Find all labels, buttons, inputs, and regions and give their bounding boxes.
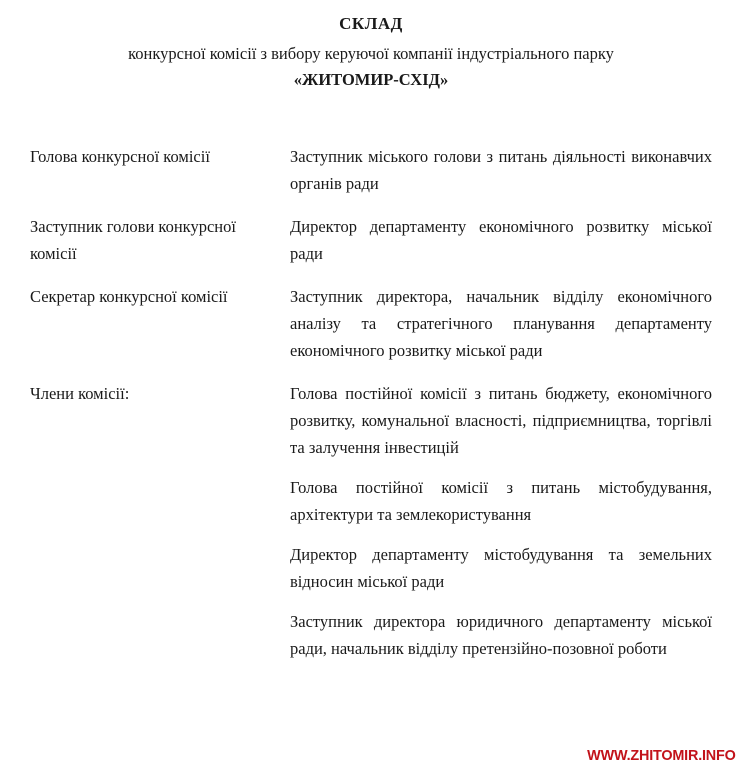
table-row	[30, 380, 712, 662]
role-descriptions	[290, 143, 712, 197]
commission-table	[30, 143, 712, 662]
description-paragraph: Голова постійної комісії з питань бюджету, економічного розвитку, комунальної власності, підприємництва, торгівлі та залучення інвестицій	[290, 384, 712, 457]
description-paragraph: Директор департаменту економічного розвитку міської ради	[290, 217, 712, 263]
description-paragraph: Заступник директора, начальник відділу економічного аналізу та стратегічного планування департаменту економічного розвитку міської ради	[290, 287, 712, 360]
role-label: Секретар конкурсної комісії	[30, 287, 228, 306]
description-paragraph: Заступник директора юридичного департаменту міської ради, начальник відділу претензійно-позовної роботи	[290, 612, 712, 658]
role-descriptions	[290, 283, 712, 364]
role-label: Заступник голови конкурсної комісії	[30, 217, 236, 263]
watermark-link[interactable]: WWW.ZHITOMIR.INFO	[587, 747, 736, 764]
document-header	[30, 14, 712, 93]
description-paragraph: Заступник міського голови з питань діяльності виконавчих органів ради	[290, 147, 712, 193]
role-descriptions	[290, 380, 712, 662]
description-paragraph: Голова постійної комісії з питань містобудування, архітектури та землекористування	[290, 478, 712, 524]
table-row	[30, 213, 712, 267]
table-row	[30, 283, 712, 364]
role-label: Голова конкурсної комісії	[30, 147, 210, 166]
document-org-name: «ЖИТОМИР-СХІД»	[293, 70, 449, 89]
document-title: СКЛАД	[339, 14, 403, 33]
table-row	[30, 143, 712, 197]
role-label: Члени комісії:	[30, 384, 130, 403]
document-subtitle: конкурсної комісії з вибору керуючої компанії індустріального парку	[128, 44, 614, 63]
role-descriptions	[290, 213, 712, 267]
description-paragraph: Директор департаменту містобудування та земельних відносин міської ради	[290, 545, 712, 591]
